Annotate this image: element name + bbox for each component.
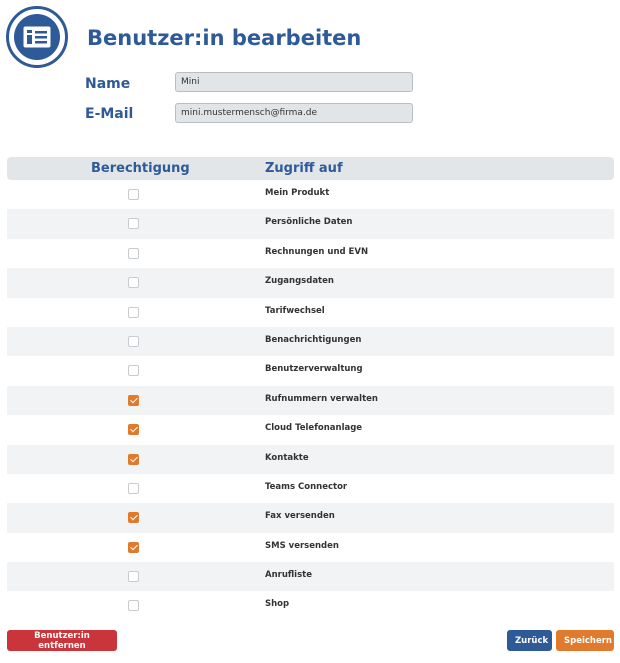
table-row	[7, 239, 614, 268]
save-button[interactable]: Speichern	[556, 630, 614, 651]
permission-label: Rechnungen und EVN	[265, 246, 369, 257]
table-row	[7, 209, 614, 238]
permission-checkbox[interactable]	[128, 600, 139, 611]
permissions-table	[7, 157, 614, 621]
table-row	[7, 180, 614, 209]
permission-label: Persönliche Daten	[265, 217, 353, 228]
table-row	[7, 415, 614, 444]
table-row	[7, 474, 614, 503]
permission-checkbox[interactable]	[128, 189, 139, 200]
permission-checkbox[interactable]	[128, 542, 139, 553]
permission-checkbox[interactable]	[128, 218, 139, 229]
permission-label: Benachrichtigungen	[265, 334, 362, 345]
permission-checkbox[interactable]	[128, 365, 139, 376]
table-row	[7, 298, 614, 327]
permission-checkbox[interactable]	[128, 571, 139, 582]
permission-checkbox[interactable]	[128, 248, 139, 259]
permission-label: SMS versenden	[265, 540, 339, 551]
name-input[interactable]	[175, 72, 413, 92]
remove-user-button[interactable]: Benutzer:in entfernen	[7, 630, 117, 651]
table-row	[7, 445, 614, 474]
permission-rows	[7, 180, 614, 621]
table-row	[7, 591, 614, 620]
table-row	[7, 503, 614, 532]
table-row	[7, 356, 614, 385]
page-title: Benutzer:in bearbeiten	[87, 26, 362, 50]
page-header	[6, 6, 606, 72]
back-button[interactable]: Zurück	[507, 630, 552, 651]
table-header	[7, 157, 614, 180]
permission-label: Teams Connector	[265, 481, 348, 492]
permission-label: Fax versenden	[265, 511, 335, 522]
table-row	[7, 562, 614, 591]
permission-checkbox[interactable]	[128, 512, 139, 523]
email-input[interactable]	[175, 103, 413, 123]
permission-checkbox[interactable]	[128, 424, 139, 435]
table-row	[7, 327, 614, 356]
table-row	[7, 386, 614, 415]
permission-label: Zugangsdaten	[265, 276, 334, 287]
permission-label: Tarifwechsel	[265, 305, 325, 316]
contact-card-icon	[6, 6, 68, 68]
permission-label: Rufnummern verwalten	[265, 393, 378, 404]
permission-label: Kontakte	[265, 452, 309, 463]
permission-label: Cloud Telefonanlage	[265, 423, 363, 434]
permission-checkbox[interactable]	[128, 277, 139, 288]
email-label: E-Mail	[85, 106, 134, 122]
permission-label: Shop	[265, 599, 290, 610]
column-header-access: Zugriff auf	[265, 161, 343, 176]
name-label: Name	[85, 76, 131, 92]
table-row	[7, 268, 614, 297]
permission-label: Anrufliste	[265, 570, 312, 581]
table-row	[7, 533, 614, 562]
permission-checkbox[interactable]	[128, 395, 139, 406]
permission-label: Benutzerverwaltung	[265, 364, 363, 375]
permission-checkbox[interactable]	[128, 307, 139, 318]
permission-checkbox[interactable]	[128, 483, 139, 494]
permission-label: Mein Produkt	[265, 188, 330, 198]
permission-checkbox[interactable]	[128, 336, 139, 347]
permission-checkbox[interactable]	[128, 454, 139, 465]
column-header-permission: Berechtigung	[91, 161, 190, 176]
